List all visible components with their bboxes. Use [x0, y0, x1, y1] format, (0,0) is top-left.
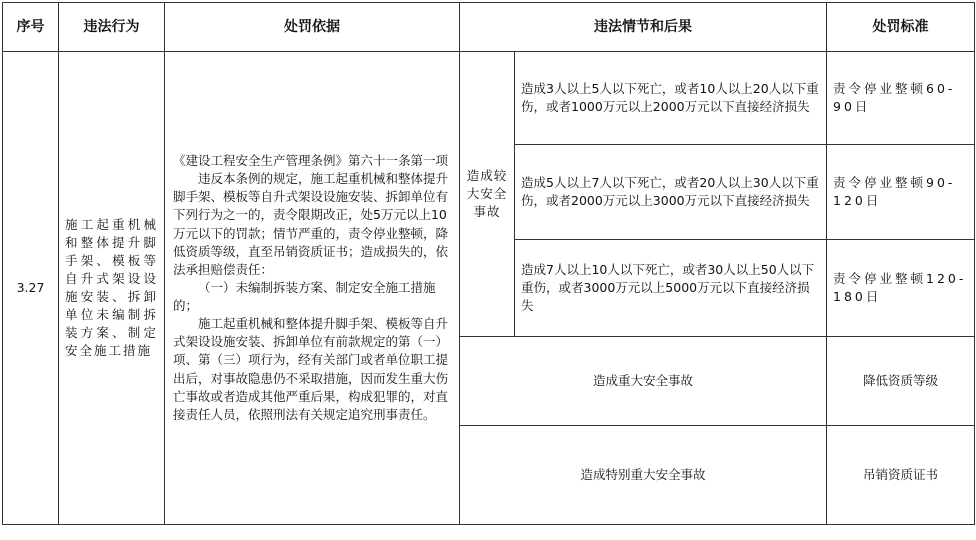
consequence-detail: 造成7人以上10人以下死亡，或者30人以上50人以下重伤，或者3000万元以上5000万元以下直接经济损失 — [515, 240, 827, 337]
consequence-detail: 造成3人以上5人以下死亡，或者10人以上20人以下重伤，或者1000万元以上2000万元以下直接经济损失 — [515, 52, 827, 145]
penalty-basis — [165, 52, 460, 525]
consequence-detail: 造成特别重大安全事故 — [460, 426, 827, 525]
header-basis: 处罚依据 — [165, 3, 460, 52]
penalty-standard: 降低资质等级 — [827, 337, 975, 426]
row-number: 3.27 — [3, 52, 59, 525]
header-row — [3, 3, 975, 52]
table-row — [3, 52, 975, 145]
basis-paragraph: 施工起重机械和整体提升脚手架、模板等自升式架设设施安装、拆卸单位有前款规定的第（一）项、第（三）项行为，经有关部门或者单位职工提出后，对事故隐患仍不采取措施，因而发生重大伤亡事故或者造成其他严重后果，构成犯罪的，对直接责任人员，依照刑法有关规定追究刑事责任。 — [173, 316, 449, 422]
penalty-standard: 责令停业整顿120-180日 — [827, 240, 975, 337]
penalty-standard: 吊销资质证书 — [827, 426, 975, 525]
penalty-standard: 责令停业整顿60-90日 — [827, 52, 975, 145]
penalty-standard: 责令停业整顿90-120日 — [827, 145, 975, 240]
basis-paragraph: 违反本条例的规定，施工起重机械和整体提升脚手架、模板等自升式架设设施安装、拆卸单位有下列行为之一的，责令限期改正，处5万元以上10万元以下的罚款；情节严重的，责令停业整顿，降低资质等级，直至吊销资质证书；造成损失的，依法承担赔偿责任： — [173, 171, 449, 277]
penalty-table — [2, 2, 975, 525]
violation-act: 施工起重机械和整体提升脚手架、模板等自升式架设设施安装、拆卸单位未编制拆装方案、制定安全施工措施 — [59, 52, 165, 525]
header-standard: 处罚标准 — [827, 3, 975, 52]
consequence-detail: 造成重大安全事故 — [460, 337, 827, 426]
basis-article: 《建设工程安全生产管理条例》第六十一条第一项 — [173, 153, 449, 169]
header-num: 序号 — [3, 3, 59, 52]
header-consequence: 违法情节和后果 — [460, 3, 827, 52]
basis-item: （一）未编制拆装方案、制定安全施工措施的； — [173, 279, 436, 314]
consequence-detail: 造成5人以上7人以下死亡，或者20人以上30人以下重伤，或者2000万元以上3000万元以下直接经济损失 — [515, 145, 827, 240]
group-label: 造成较大安全事故 — [460, 52, 515, 337]
header-act: 违法行为 — [59, 3, 165, 52]
